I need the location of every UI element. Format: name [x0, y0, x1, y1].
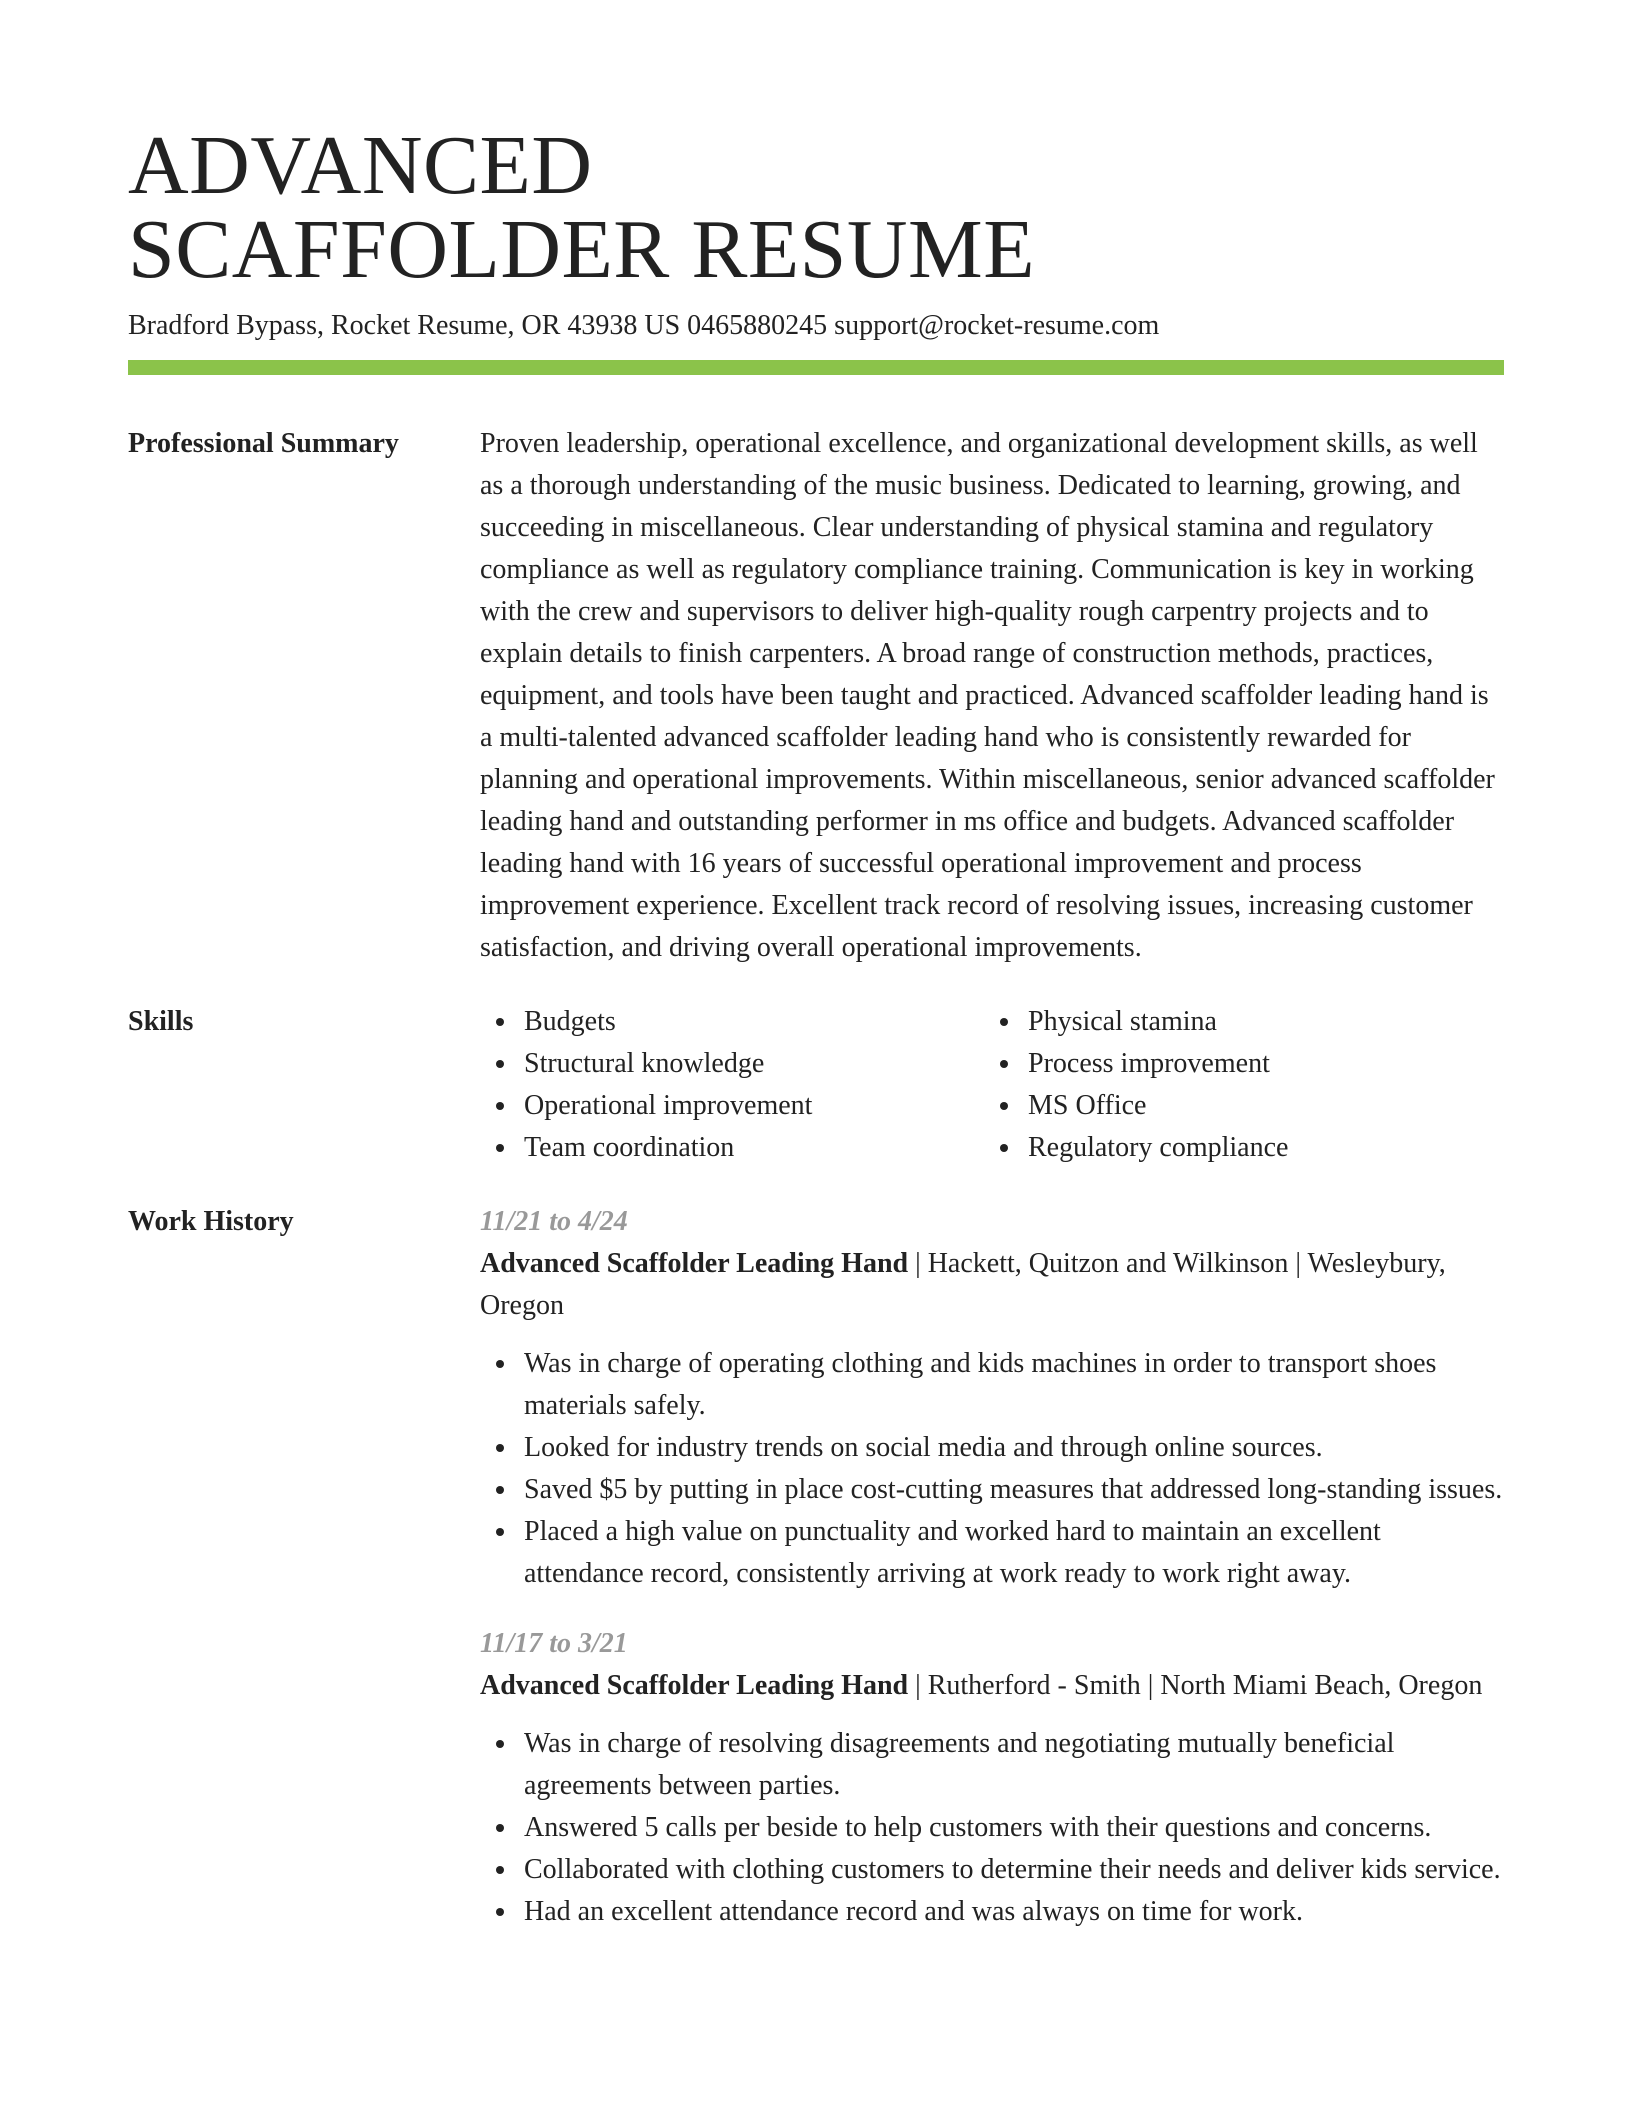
- job-responsibilities: [480, 1723, 1504, 1933]
- skill-item: Structural knowledge: [480, 1043, 984, 1085]
- job-entry: [480, 1201, 1504, 1595]
- job-bullet: Was in charge of operating clothing and kids machines in order to transport shoes materials safely.: [480, 1343, 1504, 1427]
- job-bullet: Answered 5 calls per beside to help customers with their questions and concerns.: [480, 1807, 1504, 1849]
- job-dates: 11/21 to 4/24: [480, 1206, 628, 1237]
- work-history-body: [480, 1201, 1504, 1961]
- skill-item: Operational improvement: [480, 1085, 984, 1127]
- job-bullet: Placed a high value on punctuality and worked hard to maintain an excellent attendance record, consistently arriving at work ready to work right away.: [480, 1511, 1504, 1595]
- professional-summary-label: Professional Summary: [128, 428, 399, 459]
- job-dates: 11/17 to 3/21: [480, 1628, 628, 1659]
- resume-title: [128, 0, 1504, 296]
- skill-item: Process improvement: [984, 1043, 1488, 1085]
- resume-title-line-1: ADVANCED: [128, 119, 593, 212]
- job-heading: [480, 1665, 1504, 1707]
- resume-page: [128, 0, 1504, 1961]
- job-heading: [480, 1243, 1504, 1327]
- job-title: Advanced Scaffolder Leading Hand: [480, 1670, 909, 1701]
- work-history-section: [128, 1201, 1504, 1961]
- job-bullet: Saved $5 by putting in place cost-cutting measures that addressed long-standing issues.: [480, 1469, 1504, 1511]
- professional-summary-body: [480, 423, 1504, 969]
- resume-title-line-2: SCAFFOLDER RESUME: [128, 203, 1036, 296]
- skills-section: [128, 1001, 1504, 1169]
- skills-list-left: [480, 1001, 984, 1169]
- professional-summary-text: Proven leadership, operational excellence, and organizational development skills, as well as a thorough understanding of the music business. Dedicated to learning, growing, and succeeding in miscellaneous. Clear understanding of physical stamina and regulatory compliance as well as regulatory compliance training. Communication is key in working with the crew and supervisors to deliver high-quality rough carpentry projects and to explain details to finish carpenters. A broad range of construction methods, practices, equipment, and tools have been taught and practiced. Advanced scaffolder leading hand is a multi-talented advanced scaffolder leading hand who is consistently rewarded for planning and operational improvements. Within miscellaneous, senior advanced scaffolder leading hand and outstanding performer in ms office and budgets. Advanced scaffolder leading hand with 16 years of successful operational improvement and process improvement experience. Excellent track record of resolving issues, increasing customer satisfaction, and driving overall operational improvements.: [480, 428, 1495, 963]
- skill-item: Budgets: [480, 1001, 984, 1043]
- professional-summary-section: [128, 423, 1504, 969]
- header-divider: [128, 360, 1504, 375]
- skill-item: Regulatory compliance: [984, 1127, 1488, 1169]
- job-responsibilities: [480, 1343, 1504, 1595]
- skills-body: [480, 1001, 1504, 1169]
- job-employer-location: | Hackett, Quitzon and Wilkinson | Wesleybury, Oregon: [480, 1248, 1446, 1321]
- job-title: Advanced Scaffolder Leading Hand: [480, 1248, 909, 1279]
- skills-label: Skills: [128, 1006, 194, 1037]
- work-history-label: Work History: [128, 1206, 294, 1237]
- job-bullet: Had an excellent attendance record and was always on time for work.: [480, 1891, 1504, 1933]
- skills-list-right: [984, 1001, 1488, 1169]
- job-employer-location: | Rutherford - Smith | North Miami Beach, Oregon: [908, 1670, 1483, 1701]
- job-bullet: Collaborated with clothing customers to determine their needs and deliver kids service.: [480, 1849, 1504, 1891]
- skills-grid: [480, 1001, 1504, 1169]
- job-bullet: Was in charge of resolving disagreements and negotiating mutually beneficial agreements between parties.: [480, 1723, 1504, 1807]
- skill-item: Physical stamina: [984, 1001, 1488, 1043]
- job-bullet: Looked for industry trends on social media and through online sources.: [480, 1427, 1504, 1469]
- job-entry: [480, 1623, 1504, 1933]
- skill-item: Team coordination: [480, 1127, 984, 1169]
- contact-line: Bradford Bypass, Rocket Resume, OR 43938 US 0465880245 support@rocket-resume.com: [128, 310, 1160, 341]
- skill-item: MS Office: [984, 1085, 1488, 1127]
